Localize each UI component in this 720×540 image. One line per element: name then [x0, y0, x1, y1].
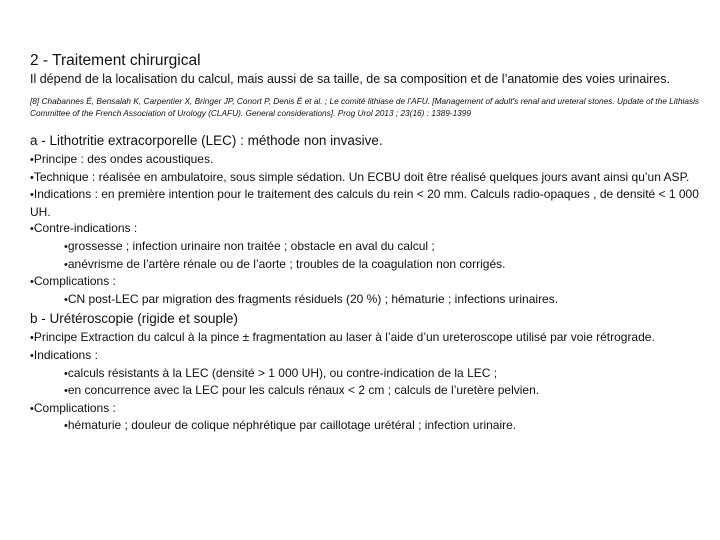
bullet-icon: • — [64, 293, 68, 306]
section-a-principe-text: Principe : des ondes acoustiques. — [33, 152, 214, 166]
section-a-indications-text: Indications : en première intention pour le traitement des calculs du rein < 20 mm. Calculs radio-opaques , de densité < 1 000 UH. — [30, 187, 699, 219]
bullet-icon: • — [64, 258, 68, 271]
bullet-icon: • — [30, 171, 34, 184]
bullet-icon: • — [30, 332, 34, 345]
section-b-complications — [30, 400, 702, 418]
bullet-icon: • — [64, 240, 68, 253]
sub-list-item — [30, 256, 702, 274]
reference-citation: [8] Chabannes É, Bensalah K, Carpentier X, Bringer JP, Conort P, Denis É et al. ; Le comité lithiase de l’AFU. [Management of adult's renal and ureteral stones. Update of the Lithiasis Committee of the French Association of Urology (CLAFU). General considerations]. Prog Urol 2013 ; 23(16) : 1389-1399 — [30, 96, 700, 118]
sub-list-item — [30, 382, 702, 400]
section-b-principe — [30, 329, 702, 347]
bullet-icon: • — [30, 276, 34, 289]
section-title: 2 - Traitement chirurgical — [30, 52, 201, 69]
sub-list-item-text: grossesse ; infection urinaire non traitée ; obstacle en aval du calcul ; — [67, 238, 435, 253]
section-a-contre-indications-text: Contre-indications : — [33, 221, 138, 236]
section-a-contre-indications — [30, 220, 702, 238]
slide-content — [30, 52, 702, 435]
bullet-icon: • — [30, 349, 34, 362]
sub-list-item-text: anévrisme de l’artère rénale ou de l’aorte ; troubles de la coagulation non corrigés. — [67, 256, 506, 271]
section-a-heading: a - Lithotritie extracorporelle (LEC) : méthode non invasive. — [30, 133, 383, 148]
section-a-technique-text: Technique : réalisée en ambulatoire, sous simple sédation. Un ECBU doit être réalisé quelques jours avant ainsi qu’un ASP. — [33, 169, 690, 184]
section-a-complications-text: Complications : — [33, 274, 116, 289]
section-b-heading: b - Urétéroscopie (rigide et souple) — [30, 311, 238, 327]
sub-list-item-text: en concurrence avec la LEC pour les calculs rénaux < 2 cm ; calculs de l’uretère pelvien. — [67, 383, 540, 398]
sub-list-item — [30, 365, 702, 383]
section-a-principe — [30, 151, 702, 169]
bullet-icon: • — [30, 189, 34, 202]
section-b-indications — [30, 347, 702, 365]
section-a-complications — [30, 273, 702, 291]
sub-list-item — [30, 291, 702, 309]
section-b-principe-text: Principe Extraction du calcul à la pince ± fragmentation au laser à l’aide d’un ureteroscope utilisé par voie rétrograde. — [33, 330, 655, 345]
bullet-icon: • — [64, 420, 68, 433]
bullet-icon: • — [30, 223, 34, 236]
section-b-complications-text: Complications : — [33, 400, 116, 415]
section-a-indications — [30, 186, 702, 220]
section-a-technique — [30, 169, 702, 187]
sub-list-item — [30, 417, 702, 435]
sub-list-item-text: CN post-LEC par migration des fragments résiduels (20 %) ; hématurie ; infections urinaires. — [67, 291, 559, 306]
bullet-icon: • — [64, 367, 68, 380]
bullet-icon: • — [30, 402, 34, 415]
sub-list-item-text: calculs résistants à la LEC (densité > 1 000 UH), ou contre-indication de la LEC ; — [67, 365, 498, 380]
sub-list-item-text: hématurie ; douleur de colique néphrétique par caillotage urétéral ; infection urinaire. — [67, 418, 517, 433]
bullet-icon: • — [30, 154, 34, 166]
section-b-indications-text: Indications : — [33, 347, 98, 362]
sub-list-item — [30, 238, 702, 256]
bullet-icon: • — [64, 385, 68, 398]
intro-text: Il dépend de la localisation du calcul, mais aussi de sa taille, de sa composition et de l’anatomie des voies urinaires. — [30, 72, 670, 86]
